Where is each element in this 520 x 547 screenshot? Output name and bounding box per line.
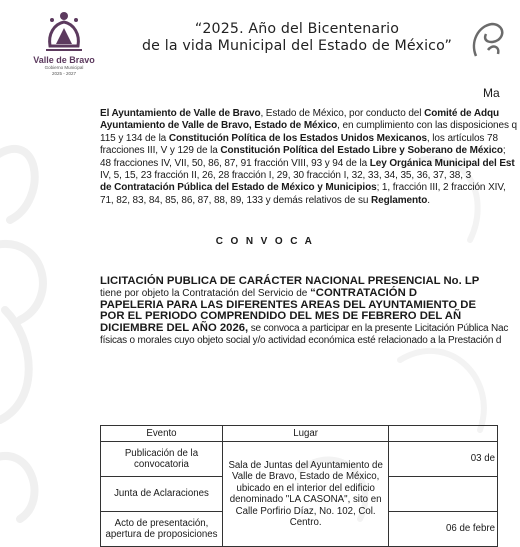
- event-cell: Acto de presentación, apertura de proposiciones: [101, 512, 223, 547]
- events-table: [100, 425, 498, 547]
- table-row: [101, 442, 498, 477]
- event-cell: Publicación de la convocatoria: [101, 442, 223, 477]
- convoca-heading: C O N V O C A: [215, 236, 315, 247]
- municipal-logo-icon: [40, 6, 88, 58]
- letterhead: [0, 0, 498, 112]
- document-date: Ma: [483, 86, 500, 100]
- fecha-cell: [389, 477, 498, 512]
- event-cell: Junta de Aclaraciones: [101, 477, 223, 512]
- header-lugar: Lugar: [222, 426, 388, 442]
- fecha-cell: 03 de: [389, 442, 498, 477]
- header-evento: Evento: [101, 426, 223, 442]
- logo-subtitle: Gobierno Municipal 2025 - 2027: [44, 65, 84, 76]
- header-fecha: [389, 426, 498, 442]
- lugar-cell: Sala de Juntas del Ayuntamiento de Valle de Bravo, Estado de México, ubicado en el interior del edificio denominado "LA CASONA", sito en Calle Porfirio Díaz, No. 102, Col. Centro.: [222, 442, 388, 547]
- fecha-cell: 06 de febre: [389, 512, 498, 547]
- municipality-name: Valle de Bravo: [33, 55, 95, 65]
- licitacion-paragraph: LICITACIÓN PUBLICA DE CARÁCTER NACIONAL PRESENCIAL No. LP tiene por objeto la Contratación del Servicio de “CONTRATACIÓN D PAPELERIA PARA LAS DIFERENTES AREAS DEL AYUNTAMIENTO DE POR EL PERIODO COMPRENDIDO DEL MES DE FEBRERO DEL AÑ DICIEMBRE DEL AÑO 2026, se convoca a participar en la presente Licitación Pública Nac físicas o morales cuyo objeto social y/o actividad económica esté relacionado a la Prestación d: [100, 275, 509, 346]
- intro-paragraph: El Ayuntamiento de Valle de Bravo, Estado de México, por conducto del Comité de Adqu Ayuntamiento de Valle de Bravo, Estado de México, en cumplimiento con las disposiciones q 115 y 134 de la Constitución Política de los Estados Unidos Mexicanos, los artículos 78 fracciones III, V y 129 de la Constitución Política del Estado Libre y Soberano de México; 48 fracciones IV, VII, 50, 86, 87, 91 fracción VIII, 93 y 94 de la Ley Orgánica Municipal del Est IV, 5, 15, 23 fracción II, 26, 28 fracción I, 29, 30 fracción I, 32, 33, 34, 35, 36, 37, 38, 3 de Contratación Pública del Estado de México y Municipios; 1, fracción III, 2 fracción XIV, 71, 82, 83, 84, 85, 86, 87, 88, 89, 133 y demás relativos de su Reglamento.: [100, 108, 518, 206]
- motto: “2025. Año del Bicentenario de la vida Municipal del Estado de México”: [142, 21, 452, 54]
- secondary-logo-icon: [468, 16, 508, 60]
- table-header-row: [101, 426, 498, 442]
